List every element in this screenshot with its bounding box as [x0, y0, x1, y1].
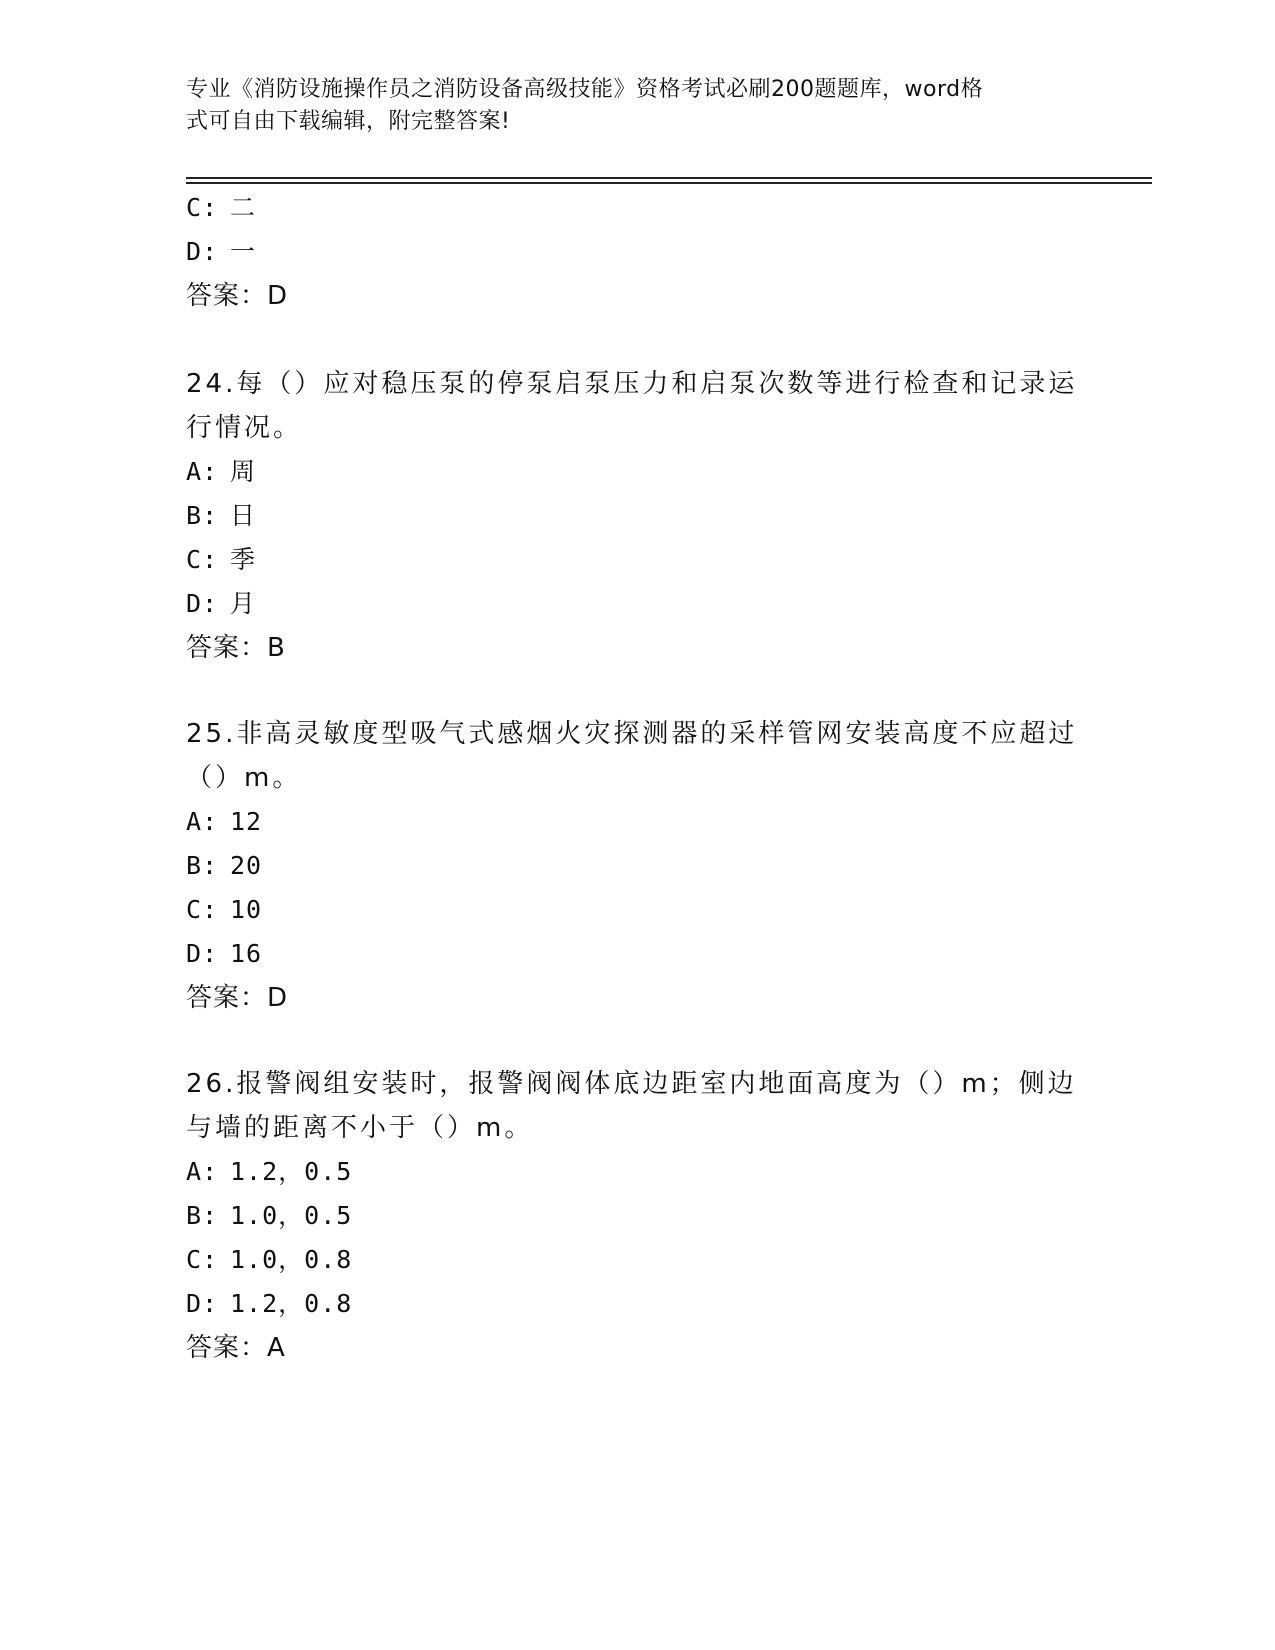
option-text: 一 — [230, 237, 257, 266]
option-text: 1.0，0.8 — [230, 1245, 353, 1274]
option-label: B: — [186, 501, 219, 530]
prev-option-c — [186, 192, 256, 224]
question-26-option-b — [186, 1200, 352, 1232]
question-26-line-1: 26.报警阀组安装时，报警阀阀体底边距室内地面高度为（）m；侧边 — [186, 1069, 1077, 1099]
header-line-2: 式可自由下载编辑，附完整答案! — [186, 109, 511, 134]
option-text: 16 — [230, 939, 263, 968]
option-label: C: — [186, 895, 219, 924]
header-line-1: 专业《消防设施操作员之消防设备高级技能》资格考试必刷200题题库，word格 — [186, 77, 984, 102]
option-text: 12 — [230, 807, 263, 836]
option-text: 10 — [230, 895, 263, 924]
header-rule-bottom — [186, 182, 1152, 184]
question-24-option-a — [186, 456, 256, 488]
question-24-option-b — [186, 500, 256, 532]
question-25-option-c — [186, 894, 262, 926]
option-text: 1.2，0.5 — [230, 1157, 353, 1186]
question-25-option-b — [186, 850, 262, 882]
option-text: 日 — [230, 501, 257, 530]
question-24-answer: 答案：B — [186, 633, 286, 663]
option-text: 周 — [230, 457, 257, 486]
option-label: A: — [186, 457, 219, 486]
option-label: C: — [186, 1245, 219, 1274]
option-label: D: — [186, 939, 219, 968]
option-text: 20 — [230, 851, 263, 880]
option-text: 季 — [230, 545, 257, 574]
prev-answer: 答案：D — [186, 281, 289, 311]
question-25-line-1: 25.非高灵敏度型吸气式感烟火灾探测器的采样管网安装高度不应超过 — [186, 719, 1078, 749]
question-24-option-d — [186, 588, 256, 620]
option-label: A: — [186, 1157, 219, 1186]
option-label: A: — [186, 807, 219, 836]
question-26-option-c — [186, 1244, 352, 1276]
option-label: D: — [186, 237, 219, 266]
question-26-line-2: 与墙的距离不小于（）m。 — [186, 1113, 534, 1143]
option-text: 1.0，0.5 — [230, 1201, 353, 1230]
option-label: C: — [186, 193, 219, 222]
option-text: 1.2，0.8 — [230, 1289, 353, 1318]
option-label: B: — [186, 1201, 219, 1230]
option-text: 月 — [230, 589, 257, 618]
prev-option-d — [186, 236, 256, 268]
question-26-answer: 答案：A — [186, 1333, 286, 1363]
question-24-line-1: 24.每（）应对稳压泵的停泵启泵压力和启泵次数等进行检查和记录运 — [186, 369, 1078, 399]
document-header — [186, 74, 1066, 138]
option-label: D: — [186, 1289, 219, 1318]
question-24-option-c — [186, 544, 256, 576]
question-25-line-2: （）m。 — [186, 763, 302, 793]
header-rule-top — [186, 177, 1152, 179]
question-24-line-2: 行情况。 — [186, 413, 303, 443]
question-25-option-a — [186, 806, 262, 838]
option-label: B: — [186, 851, 219, 880]
option-label: D: — [186, 589, 219, 618]
question-26-option-d — [186, 1288, 352, 1320]
question-26-option-a — [186, 1156, 352, 1188]
option-text: 二 — [230, 193, 257, 222]
question-25-option-d — [186, 938, 262, 970]
question-25-answer: 答案：D — [186, 983, 289, 1013]
option-label: C: — [186, 545, 219, 574]
